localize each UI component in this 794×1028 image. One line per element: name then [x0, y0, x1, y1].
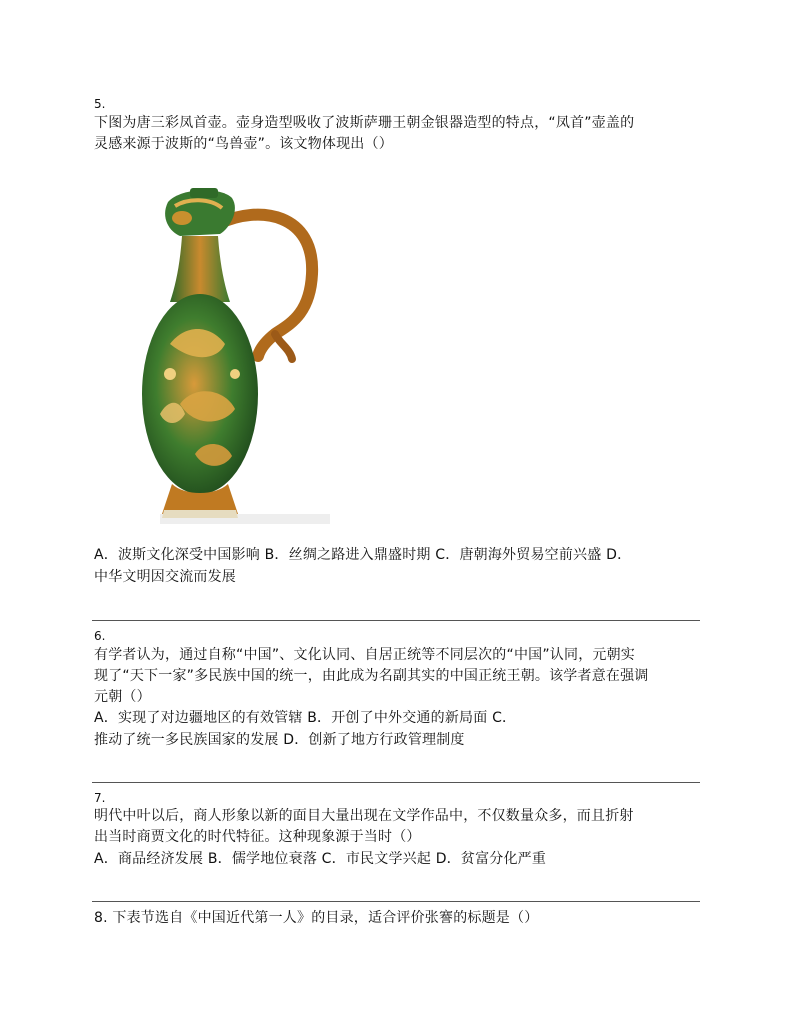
- divider-rule: [92, 901, 700, 902]
- q6-stem-line3: 元朝（）: [94, 689, 151, 705]
- q7-stem-line1: 明代中叶以后，商人形象以新的面目大量出现在文学作品中，不仅数量众多，而且折射: [94, 808, 634, 824]
- q5-number: 5.: [94, 97, 106, 111]
- q6-options-line1: A．实现了对边疆地区的有效管辖 B．开创了中外交通的新局面 C．: [94, 710, 517, 726]
- q5-options-line2: 中华文明因交流而发展: [94, 569, 236, 585]
- q5-options-line1: A．波斯文化深受中国影响 B．丝绸之路进入鼎盛时期 C．唐朝海外贸易空前兴盛 D．: [94, 547, 632, 563]
- q5-stem-line1: 下图为唐三彩凤首壶。壶身造型吸收了波斯萨珊王朝金银器造型的特点，“凤首”壶盖的: [94, 115, 635, 131]
- q6-stem-line2: 现了“天下一家”多民族中国的统一，由此成为名副其实的中国正统王朝。该学者意在强调: [94, 668, 649, 684]
- divider-rule: [92, 620, 700, 621]
- q7-options-line1: A．商品经济发展 B．儒学地位衰落 C．市民文学兴起 D．贫富分化严重: [94, 851, 547, 867]
- q6-options-line2: 推动了统一多民族国家的发展 D．创新了地方行政管理制度: [94, 732, 465, 748]
- q7-stem-line2: 出当时商贾文化的时代特征。这种现象源于当时（）: [94, 829, 421, 845]
- q7-number: 7.: [94, 791, 106, 805]
- q6-number: 6.: [94, 629, 106, 643]
- q6-stem-line1: 有学者认为，通过自称“中国”、文化认同、自居正统等不同层次的“中国”认同，元朝实: [94, 647, 636, 663]
- divider-rule: [92, 782, 700, 783]
- q8-stem-line1: 8. 下表节选自《中国近代第一人》的目录，适合评价张謇的标题是（）: [94, 910, 539, 926]
- q5-stem-line2: 灵感来源于波斯的“鸟兽壶”。该文物体现出（）: [94, 136, 393, 152]
- phoenix-head-ewer-image: [140, 184, 330, 530]
